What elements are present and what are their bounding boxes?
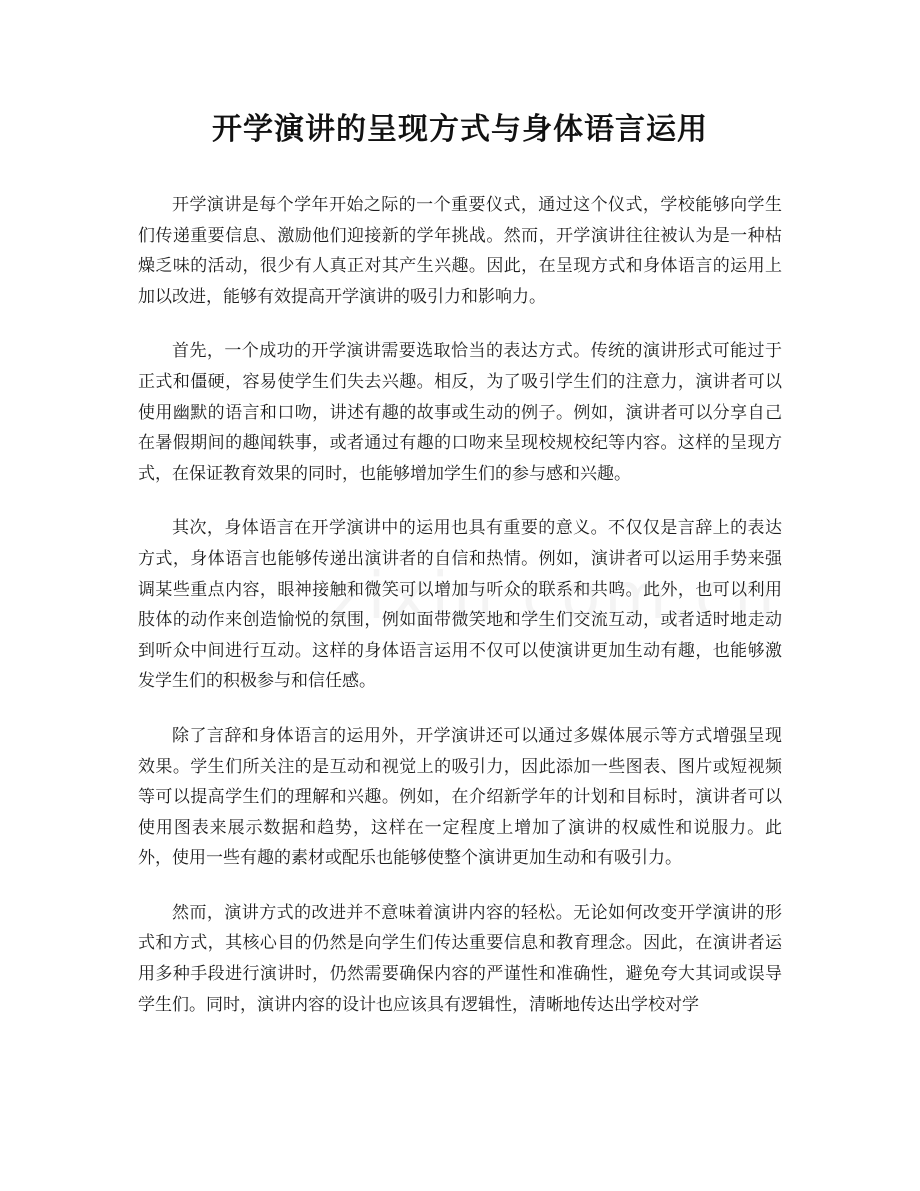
paragraph-3: 其次，身体语言在开学演讲中的运用也具有重要的意义。不仅仅是言辞上的表达方式，身体语言也能够传递出演讲者的自信和热情。例如，演讲者可以运用手势来强调某些重点内容，眼神接触和微笑可以增加与听众的联系和共鸣。此外，也可以利用肢体的动作来创造愉悦的氛围，例如面带微笑地和学生们交流互动，或者适时地走动到听众中间进行互动。这样的身体语言运用不仅可以使演讲更加生动有趣，也能够激发学生们的积极参与和信任感。 [138,518,782,692]
document-title: 开学演讲的呈现方式与身体语言运用 [212,112,708,147]
paragraph-2: 首先，一个成功的开学演讲需要选取恰当的表达方式。传统的演讲形式可能过于正式和僵硬，容易使学生们失去兴趣。相反，为了吸引学生们的注意力，演讲者可以使用幽默的语言和口吻，讲述有趣的故事或生动的例子。例如，演讲者可以分享自己在暑假期间的趣闻轶事，或者通过有趣的口吻来呈现校规校纪等内容。这样的呈现方式，在保证教育效果的同时，也能够增加学生们的参与感和兴趣。 [138,341,782,484]
paragraph-5: 然而，演讲方式的改进并不意味着演讲内容的轻松。无论如何改变开学演讲的形式和方式，其核心目的仍然是向学生们传达重要信息和教育理念。因此，在演讲者运用多种手段进行演讲时，仍然需要确保内容的严谨性和准确性，避免夸大其词或误导学生们。同时，演讲内容的设计也应该具有逻辑性，清晰地传达出学校对学 [138,902,782,1015]
paragraph-1: 开学演讲是每个学年开始之际的一个重要仪式，通过这个仪式，学校能够向学生们传递重要信息、激励他们迎接新的学年挑战。然而，开学演讲往往被认为是一种枯燥乏味的活动，很少有人真正对其产生兴趣。因此，在呈现方式和身体语言的运用上加以改进，能够有效提高开学演讲的吸引力和影响力。 [138,195,782,307]
paragraph-4: 除了言辞和身体语言的运用外，开学演讲还可以通过多媒体展示等方式增强呈现效果。学生们所关注的是互动和视觉上的吸引力，因此添加一些图表、图片或短视频等可以提高学生们的理解和兴趣。例如，在介绍新学年的计划和目标时，演讲者可以使用图表来展示数据和趋势，这样在一定程度上增加了演讲的权威性和说服力。此外，使用一些有趣的素材或配乐也能够使整个演讲更加生动和有吸引力。 [138,725,782,869]
